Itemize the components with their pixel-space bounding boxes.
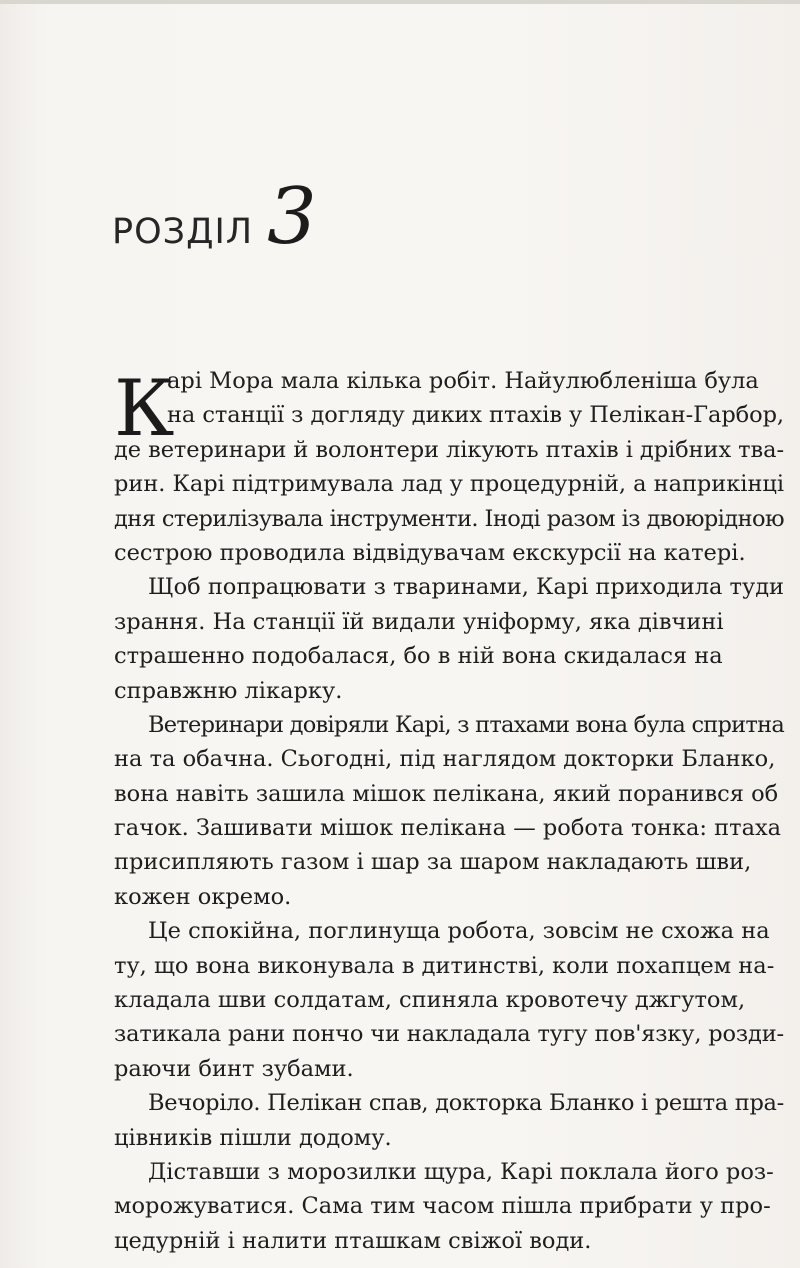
text-line: на та обачна. Сьогодні, під наглядом докторки Бланко, (114, 746, 776, 773)
text-line: Ветеринари довіряли Карі, з птахами вона була спритна (148, 711, 784, 738)
text-line: де ветеринари й волонтери лікують птахів і дрібних тва- (114, 436, 784, 463)
text-line: на станції з догляду диких птахів у Пелікан-Гарбор, (167, 402, 784, 429)
text-line: присипляють газом і шар за шаром накладають шви, (114, 849, 752, 876)
text-line: раючи бинт зубами. (114, 1055, 354, 1082)
text-line: страшенно подобалася, бо в ній вона скидалася на (114, 643, 723, 670)
page-top-edge (0, 0, 800, 4)
text-line: арі Мора мала кілька робіт. Найулюбленіша була (167, 368, 759, 394)
chapter-word: РОЗДІЛ (112, 212, 254, 252)
text-line: цівників пішли додому. (114, 1124, 392, 1151)
text-line: Щоб попрацювати з тваринами, Карі приходила туди (148, 574, 784, 601)
text-line: гачок. Зашивати мішок пелікана — робота тонка: птаха (114, 815, 782, 842)
text-line: морожуватися. Сама тим часом пішла прибрати у про- (114, 1193, 771, 1220)
text-line: вона навіть зашила мішок пелікана, який поранився об (114, 780, 779, 807)
text-line: кладала шви солдатам, спиняла кровотечу джгутом, (114, 987, 746, 1014)
text-line: сестрою проводила відвідувачам екскурсії на катері. (114, 539, 746, 566)
text-line: ту, що вона виконувала в дитинстві, коли похапцем на- (114, 952, 775, 979)
text-line: дня стерилізувала інструменти. Іноді разом із двоюрідною (114, 505, 784, 532)
text-line: справжню лікарку. (114, 677, 343, 704)
body-text (114, 364, 784, 1258)
text-line: кожен окремо. (114, 883, 292, 910)
text-line: Вечоріло. Пелікан спав, докторка Бланко і решта пра- (148, 1090, 784, 1117)
chapter-number: 3 (267, 172, 317, 262)
text-line: затикала рани пончо чи накладала тугу пов'язку, розди- (114, 1021, 784, 1048)
text-line: зрання. На станції їй видали уніформу, яка дівчині (114, 608, 724, 635)
chapter-heading (112, 172, 317, 268)
text-line: Це спокійна, поглинуща робота, зовсім не схожа на (148, 918, 770, 945)
text-line: Діставши з морозилки щура, Карі поклала його роз- (148, 1158, 774, 1185)
drop-cap: К (114, 364, 175, 454)
text-line: цедурній і налити пташкам свіжої води. (114, 1227, 592, 1254)
text-line: рин. Карі підтримувала лад у процедурній, а наприкінці (114, 471, 784, 498)
